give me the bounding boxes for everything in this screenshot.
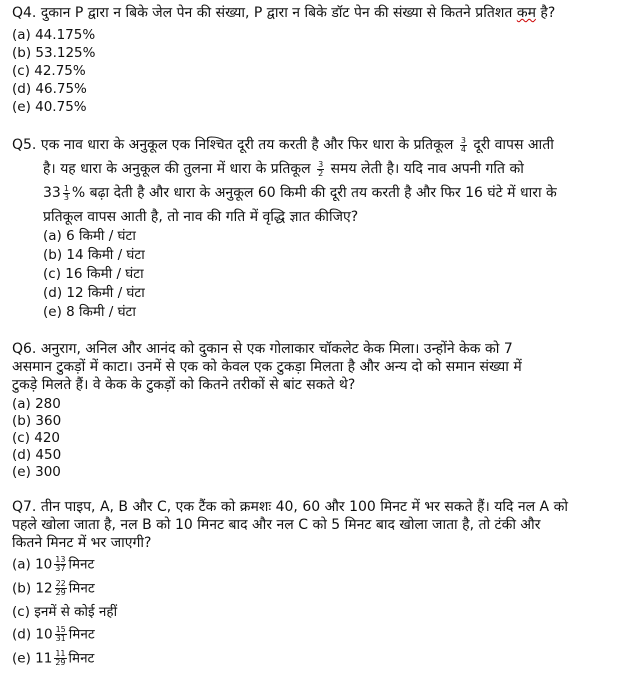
q6-text-line-1: Q6. अनुराग, अनिल और आनंद को दुकान से एक गोलाकार चॉकलेट केक मिला। उन्होंने केक को 7 — [12, 341, 513, 357]
q4-option-b: (b) 53.125% — [12, 45, 96, 61]
q6-option-d: (d) 450 — [12, 447, 62, 463]
q7-option-b-fraction: $\frac{22}{29}$ — [55, 579, 66, 597]
q7-option-b: (b) 12 $\frac{22}{29}$ मिनट — [12, 579, 95, 597]
q4-spellcheck-word: कम — [516, 5, 536, 21]
q7-text-line-2: पहले खोला जाता है, नल B को 10 मिनट बाद और नल C को 5 मिनट बाद खोला जाता है, तो टंकी और — [12, 517, 541, 533]
q5-option-d: (d) 12 किमी / घंटा — [43, 285, 145, 301]
q5-text-line-1: Q5. एक नाव धारा के अनुकूल एक निश्चित दूरी तय करती है और फिर धारा के प्रतिकूल $\frac{3}{4}$ दूरी वापस आती — [12, 135, 554, 154]
q5-option-e: (e) 8 किमी / घंटा — [43, 304, 136, 320]
q7-text-line-3: कितने मिनट में भर जाएगी? — [12, 535, 152, 551]
q5-fraction-3-4: $\frac{3}{4}$ — [460, 135, 466, 154]
q7-option-e-fraction: $\frac{11}{29}$ — [55, 649, 66, 667]
q4-option-c: (c) 42.75% — [12, 63, 86, 79]
q6-option-b: (b) 360 — [12, 413, 62, 429]
q7-option-c: (c) इनमें से कोई नहीं — [12, 604, 118, 620]
q7-option-a-fraction: $\frac{13}{37}$ — [55, 555, 66, 573]
q5-text-line-4: प्रतिकूल वापस आती है, तो नाव की गति में वृद्धि ज्ञात कीजिए? — [43, 209, 359, 225]
q4-option-a: (a) 44.175% — [12, 27, 96, 43]
q5-option-c: (c) 16 किमी / घंटा — [43, 266, 144, 282]
q6-option-a: (a) 280 — [12, 396, 61, 412]
q4-option-e: (e) 40.75% — [12, 99, 87, 115]
q5-fraction-3-2: $\frac{3}{2}$ — [318, 159, 324, 178]
q6-option-c: (c) 420 — [12, 430, 61, 446]
q7-option-d: (d) 10 $\frac{15}{31}$ मिनट — [12, 625, 95, 643]
q7-option-a: (a) 10 $\frac{13}{37}$ मिनट — [12, 555, 95, 573]
q6-option-e: (e) 300 — [12, 464, 61, 480]
q5-fraction-1-3: $\frac{1}{3}$ — [63, 183, 69, 202]
q4-text: Q4. दुकान P द्वारा न बिके जेल पेन की संख्या, P द्वारा न बिके डॉट पेन की संख्या से कितने प्रतिशत कम है? — [12, 5, 556, 21]
q5-option-b: (b) 14 किमी / घंटा — [43, 247, 145, 263]
q6-text-line-2: असमान टुकड़ों में काटा। उनमें से एक को केवल एक टुकड़ा मिलता है और अन्य दो को समान संख्या में — [12, 359, 522, 375]
q7-text-line-1: Q7. तीन पाइप, A, B और C, एक टैंक को क्रमशः 40, 60 और 100 मिनट में भर सकते हैं। यदि नल A को — [12, 499, 568, 515]
q7-option-e: (e) 11 $\frac{11}{29}$ मिनट — [12, 649, 95, 667]
q5-option-a: (a) 6 किमी / घंटा — [43, 228, 136, 244]
q6-text-line-3: टुकड़े मिलते हैं। वे केक के टुकड़ों को कितने तरीकों से बांट सकते थे? — [12, 377, 356, 393]
q5-text-line-2: है। यह धारा के अनुकूल की तुलना में धारा के प्रतिकूल $\frac{3}{2}$ समय लेती है। यदि नाव अपनी गति को — [43, 159, 524, 178]
q5-text-line-3: 33 $\frac{1}{3}$ % बढ़ा देती है और धारा के अनुकूल 60 किमी की दूरी तय करती है और फिर 16 घंटे में धारा के — [43, 183, 557, 202]
q7-option-d-fraction: $\frac{15}{31}$ — [55, 625, 66, 643]
q4-option-d: (d) 46.75% — [12, 81, 87, 97]
